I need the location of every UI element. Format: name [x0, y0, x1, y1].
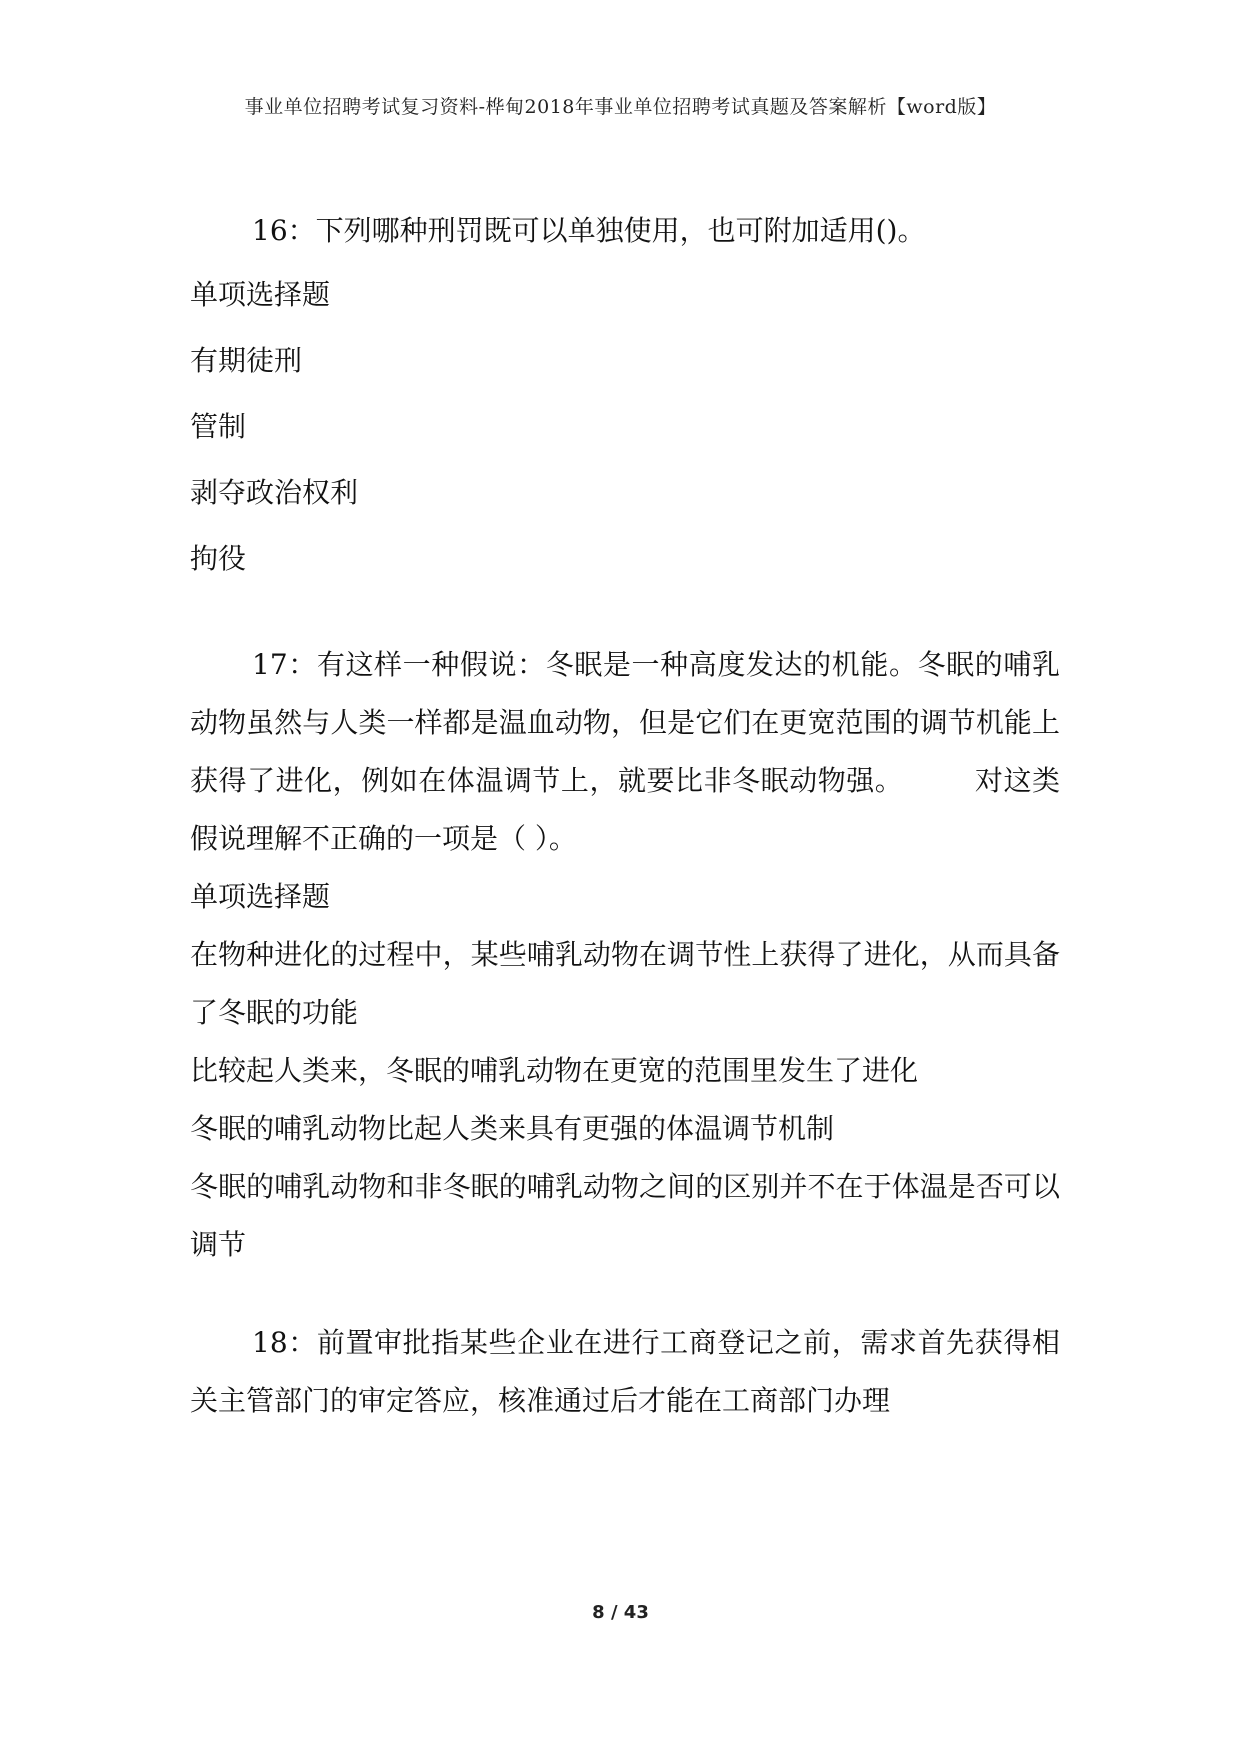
option: 冬眠的哺乳动物和非冬眠的哺乳动物之间的区别并不在于体温是否可以调节: [190, 1170, 1060, 1261]
question-stem: 18：前置审批指某些企业在进行工商登记之前，需求首先获得相关主管部门的审定答应，核准通过后才能在工商部门办理: [190, 1326, 1060, 1417]
option: 管制: [190, 410, 247, 443]
spacer: [190, 592, 1060, 636]
option: 剥夺政治权利: [190, 476, 359, 509]
question-stem: 16：下列哪种刑罚既可以单独使用，也可附加适用()。: [252, 214, 926, 247]
spacer: [190, 1274, 1060, 1314]
option: 有期徒刑: [190, 344, 303, 377]
option: 拘役: [190, 542, 247, 575]
option: 冬眠的哺乳动物比起人类来具有更强的体温调节机制: [190, 1112, 835, 1145]
question-18: [190, 1314, 1060, 1430]
question-type: 单项选择题: [190, 278, 331, 311]
option: 在物种进化的过程中，某些哺乳动物在调节性上获得了进化，从而具备了冬眠的功能: [190, 938, 1060, 1029]
question-type: 单项选择题: [190, 880, 331, 913]
page-number: 8 / 43: [592, 1602, 649, 1623]
question-16: [190, 200, 1060, 592]
option: 比较起人类来，冬眠的哺乳动物在更宽的范围里发生了进化: [190, 1054, 919, 1087]
page-content: [190, 200, 1060, 1430]
page-header: 事业单位招聘考试复习资料-桦甸2018年事业单位招聘考试真题及答案解析【word版】: [244, 96, 997, 118]
question-17: [190, 636, 1060, 1274]
question-stem: 17：有这样一种假说：冬眠是一种高度发达的机能。冬眠的哺乳动物虽然与人类一样都是温血动物，但是它们在更宽范围的调节机能上获得了进化，例如在体温调节上，就要比非冬眠动物强。 对这类假说理解不正确的一项是（ ）。: [190, 648, 1060, 855]
